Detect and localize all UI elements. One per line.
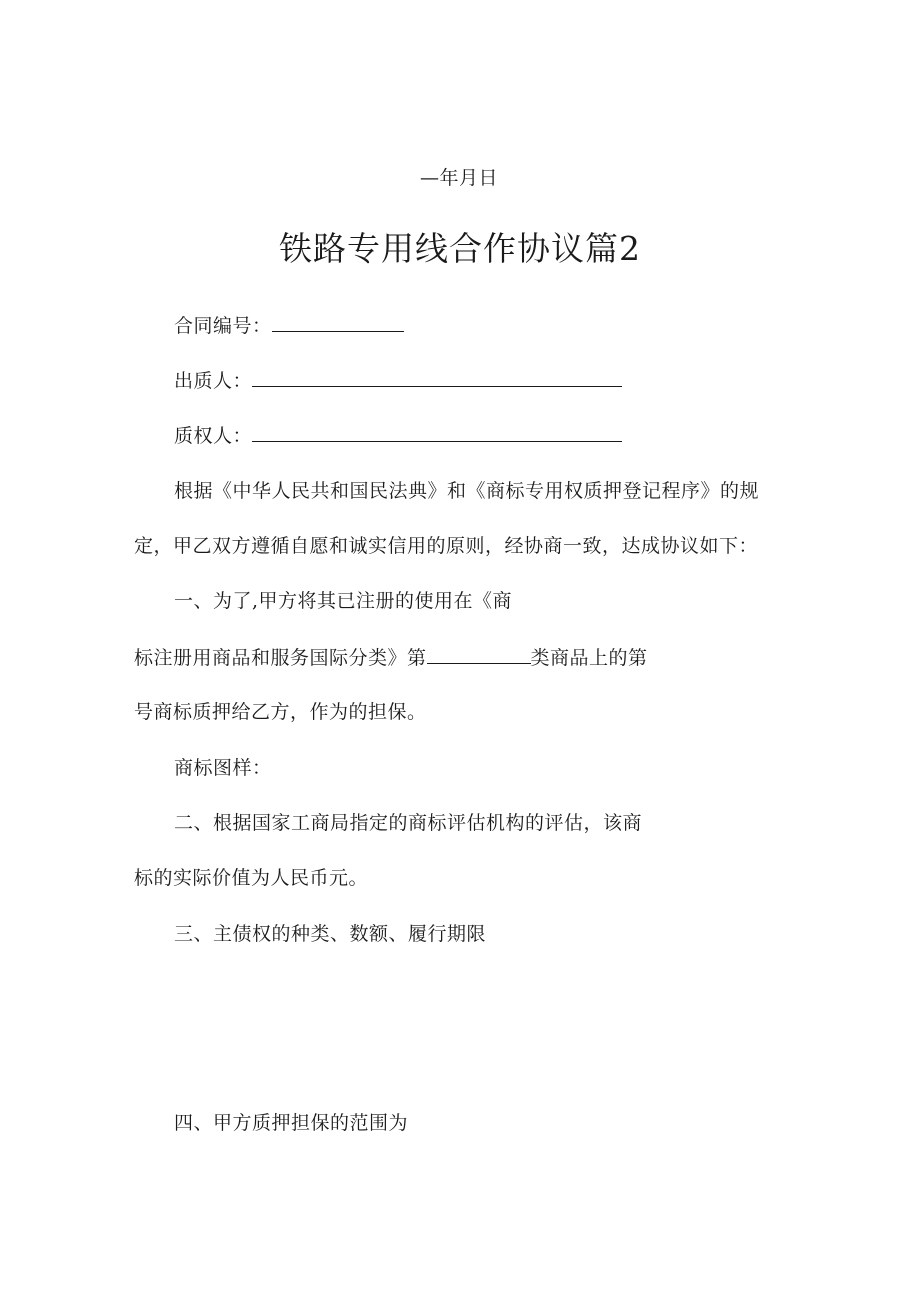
pledgee-label: 质权人： bbox=[174, 425, 253, 447]
intro-paragraph-line-2: 定，甲乙双方遵循自愿和诚实信用的原则，经协商一致，达成协议如下： bbox=[134, 535, 759, 557]
trademark-sample-label: 商标图样： bbox=[174, 757, 272, 779]
date-line: —年月日 bbox=[420, 167, 499, 189]
class-number-blank bbox=[427, 645, 531, 664]
clause-3: 三、主债权的种类、数额、履行期限 bbox=[174, 923, 487, 945]
pledgor-field bbox=[174, 368, 622, 393]
clause-1-line-2-end: 类商品上的第 bbox=[530, 647, 648, 669]
clause-2-line-1: 二、根据国家工商局指定的商标评估机构的评估，该商 bbox=[174, 812, 643, 834]
clause-4: 四、甲方质押担保的范围为 bbox=[174, 1112, 409, 1134]
document-title: 铁路专用线合作协议篇2 bbox=[279, 229, 641, 268]
intro-paragraph-line-1: 根据《中华人民共和国民法典》和《商标专用权质押登记程序》的规 bbox=[174, 480, 760, 502]
clause-2-line-2: 标的实际价值为人民币元。 bbox=[134, 867, 369, 889]
clause-1-line-2-start: 标注册用商品和服务国际分类》第 bbox=[134, 647, 427, 669]
clause-1-line-1: 一、为了,甲方将其已注册的使用在《商 bbox=[174, 590, 513, 612]
pledgee-field bbox=[174, 423, 622, 448]
contract-number-field bbox=[174, 313, 404, 338]
pledgee-blank bbox=[252, 423, 622, 442]
contract-number-label: 合同编号： bbox=[174, 315, 272, 337]
clause-1-line-3: 号商标质押给乙方，作为的担保。 bbox=[134, 701, 427, 723]
pledgor-label: 出质人： bbox=[174, 370, 253, 392]
clause-1-line-2 bbox=[134, 645, 648, 670]
pledgor-blank bbox=[252, 368, 622, 387]
contract-number-blank bbox=[272, 313, 404, 332]
